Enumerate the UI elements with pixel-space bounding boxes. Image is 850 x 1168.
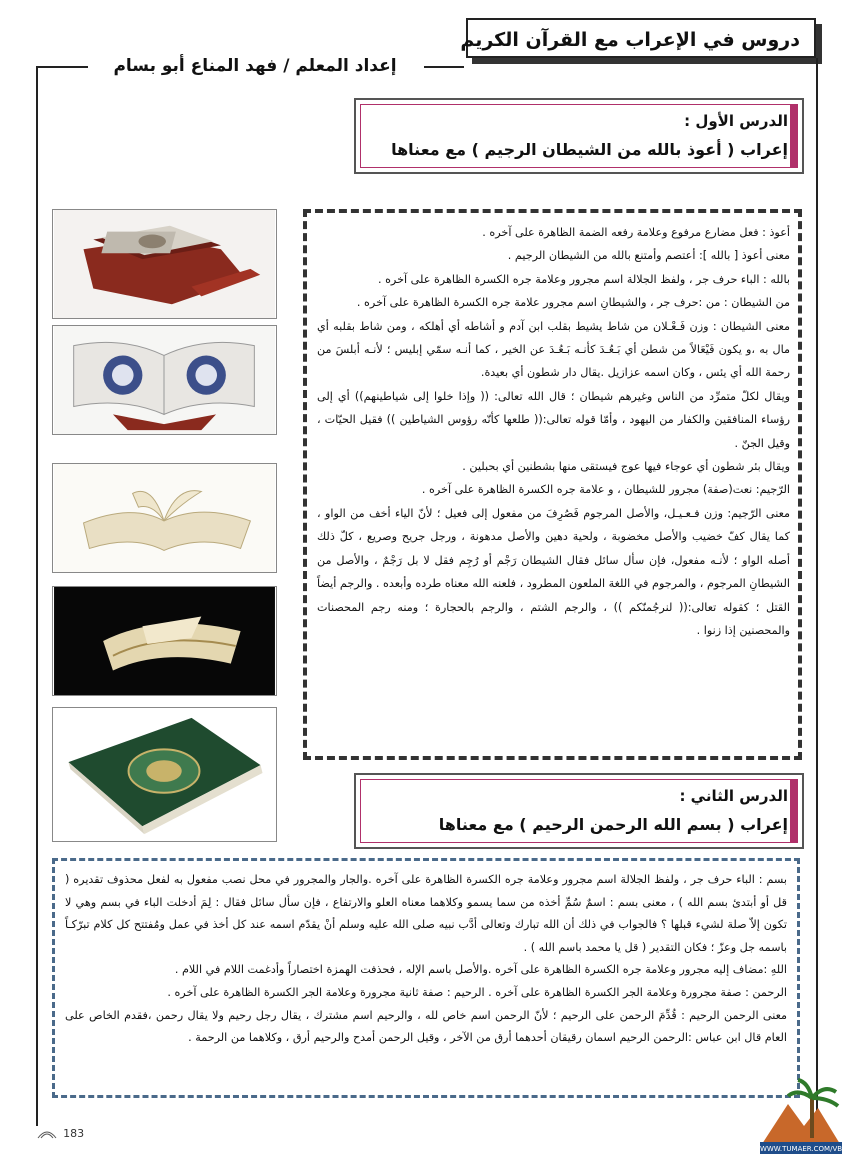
site-logo[interactable] — [758, 1074, 844, 1160]
lesson-1-paragraph: ويقال بئر شطون أي عوجاء فيها عوج فيستقى منها بشطنين أي بحبلين . — [462, 460, 790, 474]
open-quran-on-stand-image — [52, 325, 277, 435]
lesson-2-paragraph: اللهِ :مضاف إليه مجرور وعلامة جره الكسرة الظاهرة على آخره .والأصل باسم الإله ، فحذفت الهمزة اختصاراً وأدغمت اللام في اللام . — [174, 963, 787, 977]
page-number-text: 183 — [63, 1127, 85, 1140]
divider — [36, 66, 88, 68]
page-number — [36, 1122, 92, 1138]
lesson-1-paragraph: أعوذ : فعل مضارع مرفوع وعلامة رفعه الضمة الظاهرة على آخره . — [482, 226, 790, 239]
lesson-1-paragraph: معنى الرّجيم: وزن فـعـيـل، والأصل المرجوم فَصُرِفَ من مفعول إلى فعيل ؛ لأنّ الياء أخف من الواو ، كما يقال كفّ خضيب والأصل مخضوبة ، ولحية دهين والأصل مدهونة ، ورجل جريح وصريع ، كلّ ذلك أصله الواو ؛ لأنـه مفعول، فإن سأل سائل فقال الشيطان رَجْم أو رُجِم فقل لا بل رَجْمٌ ، والأصل من الشيطانِ المرجوم ، والمرجوم في اللغة الملعون المطرود ، فلعنه الله معناه طرده وأبعده . والرجم أيضاً القتل ؛ كقوله تعالى:(( لنرجُمنّكم )) ، والرجم الشتم ، والرجم بالحجارة ؛ ومنه رجم المحصنات والمحصنين إذا زنوا . — [317, 506, 790, 637]
green-quran-cover-image — [52, 707, 277, 842]
lesson-2-paragraph: الرحمن : صفة مجرورة وعلامة الجر الكسرة الظاهرة على آخره . الرحيم : صفة ثانية مجرورة وعلامة الجر الكسرة الظاهرة على آخره . — [167, 985, 787, 999]
lesson-2-heading — [354, 773, 804, 849]
frame-border-right — [816, 58, 818, 1126]
divider — [424, 66, 464, 68]
lesson-2-title: الدرس الثاني : — [679, 787, 788, 805]
author-line: إعداد المعلم / فهد المناع أبو بسام — [113, 56, 397, 76]
frame-border-left — [36, 66, 38, 1126]
lesson-1-paragraph: ويقال لكلّ متمرِّد من الناس وغيرهم شيطان ؛ قال الله تعالى: (( وإذا خلوا إلى شياطينهم)) أي إلى رؤساء المنافقين والكفار من اليهود ، وأمّا قوله تعالى:(( طلعها كأنّه رؤوس الشياطين )) فقيل الحيّات ، وقيل الجنّ . — [317, 389, 790, 450]
lesson-1-subtitle: إعراب ( أعوذ بالله من الشيطان الرجيم ) مع معناها — [391, 140, 788, 159]
page-title: دروس في الإعراب مع القرآن الكريم — [466, 18, 816, 58]
page-ornament-icon — [36, 1126, 58, 1140]
open-book-pages-image — [52, 463, 277, 573]
lesson-2-body — [52, 858, 800, 1098]
quran-on-stand-image — [52, 209, 277, 319]
lesson-1-body — [303, 209, 802, 760]
lesson-2-subtitle: إعراب ( بسم الله الرحمن الرحيم ) مع معناها — [438, 815, 788, 834]
lesson-2-paragraph: بسم : الباء حرف جر ، ولفظ الجلالة اسم مجرور وعلامة جره الكسرة الظاهرة على آخره .والجار والمجرور في محل نصب مفعول به لفعل محذوف تقديره ( قل أو أبتدئ بسم الله ) ، معنى بسم : اسمٌ سُمِّ أخذه من سما يسمو وكلاهما معناه العلو والارتفاع ، فإن سأل سائل فقال : لِمَ أدخلت الباء في بسم وهي لا تكون إلاّ صلة لشيء قبلها ؟ فالجواب في ذلك أن الله تبارك وتعالى أدَّب نبيه صلى الله عليه وسلم أنْ يقدّم اسمه عند كل أخذ في عمل ومُفتتح كل كلام تبرّكـاً باسمه جل وعزّ ؛ فكان التقدير ( قل يا محمد باسم الله ) . — [65, 873, 787, 954]
logo-url: WWW.TUMAER.COM/VB — [759, 1145, 843, 1153]
lesson-1-title: الدرس الأول : — [684, 112, 788, 130]
quran-dark-background-image — [52, 586, 277, 696]
lesson-1-paragraph: معنى أعوذ [ بالله ]: أعتصم وأمتنع بالله من الشيطان الرجيم . — [507, 249, 790, 263]
lesson-2-paragraph: معنى الرحمن الرحيم : قُدِّمَ الرحمن على الرحيم ؛ لأنّ الرحمن اسم خاص لله ، والرحيم اسم مشترك ، يقال رجل رحيم ولا يقال رحمن ،فقدم الخاص على العام قال ابن عباس :الرحمن الرحيم اسمان رقيقان أحدهما أرق من الآخر ، وقيل الرحمن أمدح والرحيم أرق ، وكلاهما من الرحمة . — [65, 1008, 787, 1045]
lesson-1-paragraph: معنى الشيطان : وزن فَـعْـلان من شاط يشيط بقلب ابن آدم و أشاطه أي أهلكه ، ومن شاط بقلبه أي مال به ،و يكون فَيْعَالاً من شطن أي بَـعُـدَ كأنـه بَـعُـدَ عن الخير ، كما أنـه سمّي إبليس ؛ لأنـه أبلسَ من رحمة الله أي يئس ، وكان اسمه عزازيل .يقال دار شطون أي بعيدة. — [317, 319, 790, 380]
lesson-1-paragraph: بالله : الباء حرف جر ، ولفظ الجلالة اسم مجرور وعلامة جره الكسرة الظاهرة على آخره . — [377, 272, 790, 286]
lesson-1-heading — [354, 98, 804, 174]
lesson-1-paragraph: من الشيطان : من :حرف جر ، والشيطانِ اسم مجرور علامة جره الكسرة الظاهرة على آخره . — [356, 296, 790, 310]
lesson-1-paragraph: الرّجيم: نعت(صفة) مجرور للشيطان ، و علامة جره الكسرة الظاهرة على آخره . — [421, 483, 790, 497]
